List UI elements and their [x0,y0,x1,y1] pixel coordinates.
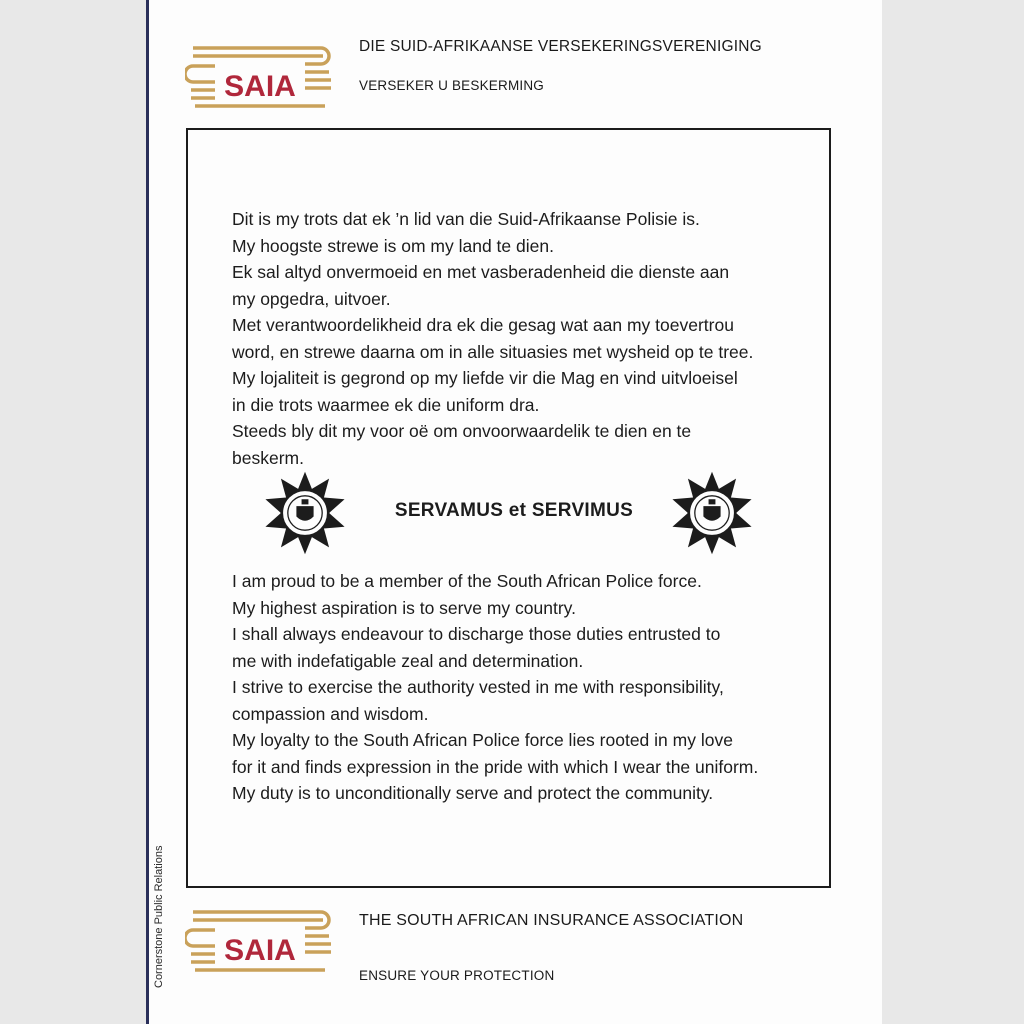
pledge-box [186,128,831,888]
pledge-line: I strive to exercise the authority vested in me with responsibility, [232,677,724,697]
pledge-line: in die trots waarmee ek die uniform dra. [232,394,540,415]
pledge-afrikaans [232,206,812,471]
logo-text: SAIA [224,934,296,967]
saia-logo-icon [185,902,335,977]
saia-logo-bottom [185,902,335,977]
pledge-line: me with indefatigable zeal and determination. [232,650,584,671]
pledge-line: compassion and wisdom. [232,703,429,724]
side-credit: Cornerstone Public Relations [153,845,165,988]
pledge-line: My duty is to unconditionally serve and protect the community. [232,783,714,803]
pledge-line: My lojaliteit is gegrond op my liefde vir die Mag en vind uitvloeisel [232,368,738,388]
police-badge-right [669,470,755,556]
motto-row [188,470,829,556]
tagline-afrikaans: VERSEKER U BESKERMING [359,78,544,93]
saia-logo-icon [185,38,335,113]
pledge-line: My loyalty to the South African Police force lies rooted in my love [232,730,733,750]
pledge-line: I am proud to be a member of the South African Police force. [232,571,702,591]
motto: SERVAMUS et SERVIMUS [394,500,634,521]
tagline-english: ENSURE YOUR PROTECTION [359,968,555,983]
pledge-line: my opgedra, uitvoer. [232,288,391,309]
logo-text: SAIA [224,70,296,103]
pledge-line: beskerm. [232,447,304,468]
police-star-badge-icon [262,470,348,556]
pledge-line: I shall always endeavour to discharge those duties entrusted to [232,624,721,644]
saia-logo-top [185,38,335,113]
pledge-line: Dit is my trots dat ek ’n lid van die Suid-Afrikaanse Polisie is. [232,209,700,229]
org-name-english: THE SOUTH AFRICAN INSURANCE ASSOCIATION [359,912,744,929]
org-name-afrikaans: DIE SUID-AFRIKAANSE VERSEKERINGSVERENIGING [359,38,762,55]
pledge-line: for it and finds expression in the pride with which I wear the uniform. [232,756,759,777]
pledge-english [232,568,812,807]
pledge-line: My hoogste strewe is om my land te dien. [232,235,554,256]
pledge-line: Steeds bly dit my voor oë om onvoorwaardelik te dien en te [232,421,692,441]
pledge-line: Met verantwoordelikheid dra ek die gesag wat aan my toevertrou [232,315,734,335]
police-badge-left [262,470,348,556]
pledge-line: word, en strewe daarna om in alle situasies met wysheid op te tree. [232,341,754,362]
pledge-card [146,0,882,1024]
police-star-badge-icon [669,470,755,556]
pledge-line: Ek sal altyd onvermoeid en met vasberadenheid die dienste aan [232,262,730,282]
pledge-line: My highest aspiration is to serve my country. [232,597,576,618]
